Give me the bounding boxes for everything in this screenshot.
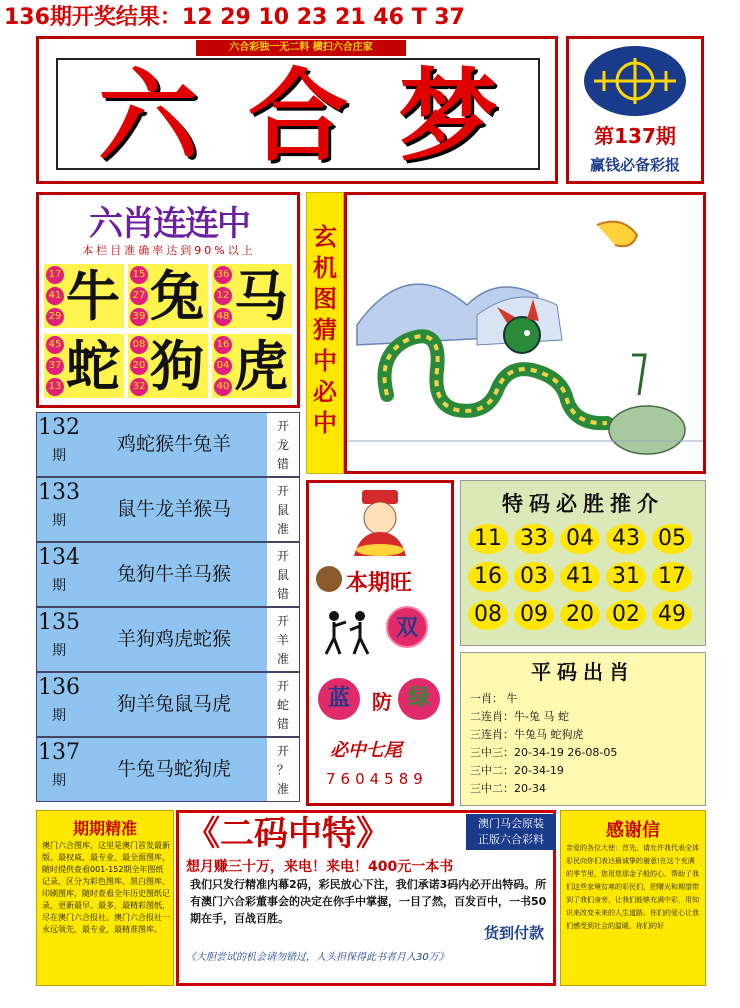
tagline: 赢钱必备彩报: [589, 156, 680, 174]
vertical-char: 中: [313, 408, 337, 437]
flat-code-title: 平码出肖: [531, 660, 635, 684]
table-row: [36, 672, 300, 737]
result-char: 羊: [276, 633, 289, 647]
zodiac-cell: [212, 264, 292, 328]
table-row: [36, 607, 300, 672]
zodiac-list: 牛兔马蛇狗虎: [81, 738, 267, 801]
seven-tail-label: 必中七尾: [330, 740, 402, 761]
zodiac-list: 狗羊兔鼠马虎: [81, 673, 267, 736]
result-char: 准: [276, 782, 289, 796]
table-row: [36, 477, 300, 542]
zodiac-cell: [128, 264, 208, 328]
issue-number: 136: [38, 675, 80, 700]
issue-suffix: 期: [52, 773, 66, 789]
promo-slogan: 想月赚三十万，来电！来电！400元一本书: [186, 859, 454, 875]
special-number: 08: [468, 600, 508, 630]
vertical-char: 中: [313, 346, 337, 375]
flat-code-line: 三中三：20-34-19 26-08-05: [470, 746, 618, 759]
zodiac-list: 兔狗牛羊马猴: [81, 543, 267, 606]
vertical-char: 图: [313, 284, 337, 313]
issue-suffix: 期: [52, 513, 66, 529]
result-cell: [267, 413, 299, 476]
special-number: 20: [560, 600, 600, 630]
issue-number: 132: [38, 415, 80, 440]
draw-result: 136期开奖结果：12 29 10 23 21 46 T 37: [4, 5, 465, 30]
flat-code-line: 三中二：20-34-19: [470, 764, 564, 777]
issue-number: 第137期: [594, 124, 676, 148]
promo-footer: 《大胆尝试的机会请勿错过，人头担保得此书者月入30万》: [186, 952, 449, 963]
six-zodiac-title: 六肖连连中: [89, 204, 249, 244]
result-char: 鼠: [276, 503, 289, 517]
result-cell: [267, 738, 299, 801]
zodiac-number: 39: [130, 308, 148, 326]
special-number: 02: [606, 600, 646, 630]
zodiac-number: 27: [130, 287, 148, 305]
seven-tail-numbers: 7604589: [326, 770, 428, 788]
history-table: [36, 412, 300, 806]
vertical-char: 玄: [313, 222, 337, 251]
special-number: 05: [652, 524, 692, 554]
stamp-line: 正版六合彩料: [478, 833, 544, 846]
two-code-title: 《二码中特》: [186, 814, 390, 854]
result-char: 开: [276, 419, 289, 433]
zodiac-cell: [212, 334, 292, 398]
cod-label: 货到付款: [484, 924, 545, 942]
this-issue-label: 本期旺: [346, 571, 413, 596]
zodiac-list: 鼠牛龙羊猴马: [81, 478, 267, 541]
kungfu-figures-icon: [322, 608, 372, 658]
result-char: 开: [276, 614, 289, 628]
issue-cell: [37, 673, 81, 736]
zodiac-cell: [44, 334, 124, 398]
original-stamp: [466, 814, 556, 850]
issue-cell: [37, 413, 81, 476]
vertical-char: 必: [313, 377, 337, 406]
issue-cell: [37, 478, 81, 541]
zodiac-number: 48: [214, 308, 232, 326]
flat-code-line: 三连肖：牛兔马 蛇狗虎: [470, 728, 584, 741]
special-number: 33: [514, 524, 554, 554]
issue-cell: [37, 738, 81, 801]
result-char: 开: [276, 549, 289, 563]
result-char: 蛇: [276, 698, 289, 712]
zodiac-number: 20: [130, 357, 148, 375]
result-char: ？: [276, 763, 289, 777]
title-char: 梦: [398, 57, 498, 175]
special-number: 04: [560, 524, 600, 554]
result-cell: [267, 478, 299, 541]
zodiac-number: 16: [214, 336, 232, 354]
issue-number: 134: [38, 545, 80, 570]
zodiac-number: 32: [130, 378, 148, 396]
guard-label: 防: [372, 690, 392, 714]
zodiac-char: 兔: [150, 264, 204, 328]
issue-number: 133: [38, 480, 80, 505]
table-row: [36, 737, 300, 802]
title-char: 合: [248, 57, 348, 175]
issue-suffix: 期: [52, 643, 66, 659]
result-char: 准: [276, 652, 289, 666]
special-number: 16: [468, 562, 508, 592]
special-number: 17: [652, 562, 692, 592]
flat-code-line: 一肖： 牛: [470, 692, 518, 705]
logo-emblem-icon: [584, 46, 686, 116]
zodiac-number: 13: [46, 378, 64, 396]
thanks-letter-text: 亲爱的各位大使：首先，请允许我代表全体彩民向你们表达最诚挚的谢意!在这个充满的季节里，您用您那金子般的心，帮助了我们这些家境贫寒的彩民们，把曙光和期望带到了我们身旁，让我们能够充满中彩，用知识来改变未来的人生道路。你们的爱心让我们感受到社会的温暖，你们的好: [566, 844, 699, 930]
precision-text: 澳门六合图库，这里是澳门首发最新版、最权威、最专业、最全面图库，随时提供查看001-152期全年图纸记录，区分为彩色图库、黑白图库、印刷图库，随时查看全年历史图纸记录，更新最早、最多，最精彩图纸，尽在澳门六合报社。澳门六合报社一永远领先，最专业，最精准图库。: [42, 841, 170, 934]
special-number: 43: [606, 524, 646, 554]
special-number: 49: [652, 600, 692, 630]
precision-title: 期期精准: [72, 819, 137, 838]
result-char: 错: [276, 587, 289, 601]
zodiac-number: 36: [214, 266, 232, 284]
result-char: 开: [276, 744, 289, 758]
zodiac-number: 08: [130, 336, 148, 354]
special-number: 09: [514, 600, 554, 630]
flat-code-line: 二连肖：牛-兔 马 蛇: [470, 710, 569, 723]
zodiac-number: 17: [46, 266, 64, 284]
special-number: 03: [514, 562, 554, 592]
zodiac-char: 狗: [150, 334, 204, 398]
table-row: [36, 412, 300, 477]
special-number: 11: [468, 524, 508, 554]
zodiac-number: 40: [214, 378, 232, 396]
result-char: 错: [276, 717, 289, 731]
issue-suffix: 期: [52, 708, 66, 724]
zodiac-char: 马: [234, 264, 288, 328]
special-number-title: 特码必胜推介: [502, 492, 664, 516]
zodiac-number: 15: [130, 266, 148, 284]
result-char: 准: [276, 522, 289, 536]
emblem-icon: [316, 566, 342, 592]
result-cell: [267, 543, 299, 606]
result-char: 开: [276, 679, 289, 693]
blue-badge: 蓝: [318, 678, 360, 720]
result-char: 开: [276, 484, 289, 498]
result-char: 龙: [276, 438, 289, 452]
fortune-god-icon: [340, 488, 420, 560]
six-zodiac-subtitle: 本栏目准确率达到90%以上: [82, 244, 256, 257]
zodiac-list: 羊狗鸡虎蛇猴: [81, 608, 267, 671]
promo-body: 我们只发行精准内幕2码，彩民放心下注，我们承诺3码内必开出特码。所有澳门六合彩董事会的决定在你手中掌握，一目了然，百发百中，一书50期在手，百战百胜。: [190, 878, 547, 925]
page-title: [56, 57, 540, 175]
zodiac-char: 牛: [66, 264, 120, 328]
vertical-char: 猜: [313, 315, 337, 344]
zodiac-number: 12: [214, 287, 232, 305]
issue-cell: [37, 543, 81, 606]
result-char: 鼠: [276, 568, 289, 582]
zodiac-cell: [128, 334, 208, 398]
special-number: 31: [606, 562, 646, 592]
zodiac-cell: [44, 264, 124, 328]
result-char: 错: [276, 457, 289, 471]
flat-code-line: 三中二：20-34: [470, 782, 546, 795]
green-badge: 绿: [398, 678, 440, 720]
issue-suffix: 期: [52, 578, 66, 594]
zodiac-char: 蛇: [66, 334, 120, 398]
issue-suffix: 期: [52, 448, 66, 464]
zodiac-char: 虎: [234, 334, 288, 398]
title-char: 六: [98, 57, 198, 175]
vertical-char: 机: [313, 253, 337, 282]
double-badge: 双: [386, 606, 428, 648]
header-slogan: 六合彩独一无二料 横扫六合庄家: [196, 40, 406, 56]
dragon-illustration: [344, 192, 706, 474]
issue-number: 135: [38, 610, 80, 635]
table-row: [36, 542, 300, 607]
result-cell: [267, 673, 299, 736]
vertical-caption: [306, 192, 344, 474]
special-number: 41: [560, 562, 600, 592]
zodiac-number: 29: [46, 308, 64, 326]
zodiac-list: 鸡蛇猴牛兔羊: [81, 413, 267, 476]
thanks-letter-title: 感谢信: [606, 820, 660, 841]
zodiac-number: 41: [46, 287, 64, 305]
result-cell: [267, 608, 299, 671]
zodiac-number: 45: [46, 336, 64, 354]
issue-cell: [37, 608, 81, 671]
stamp-line: 澳门马会原装: [478, 817, 544, 830]
zodiac-number: 37: [46, 357, 64, 375]
issue-number: 137: [38, 740, 80, 765]
zodiac-number: 04: [214, 357, 232, 375]
